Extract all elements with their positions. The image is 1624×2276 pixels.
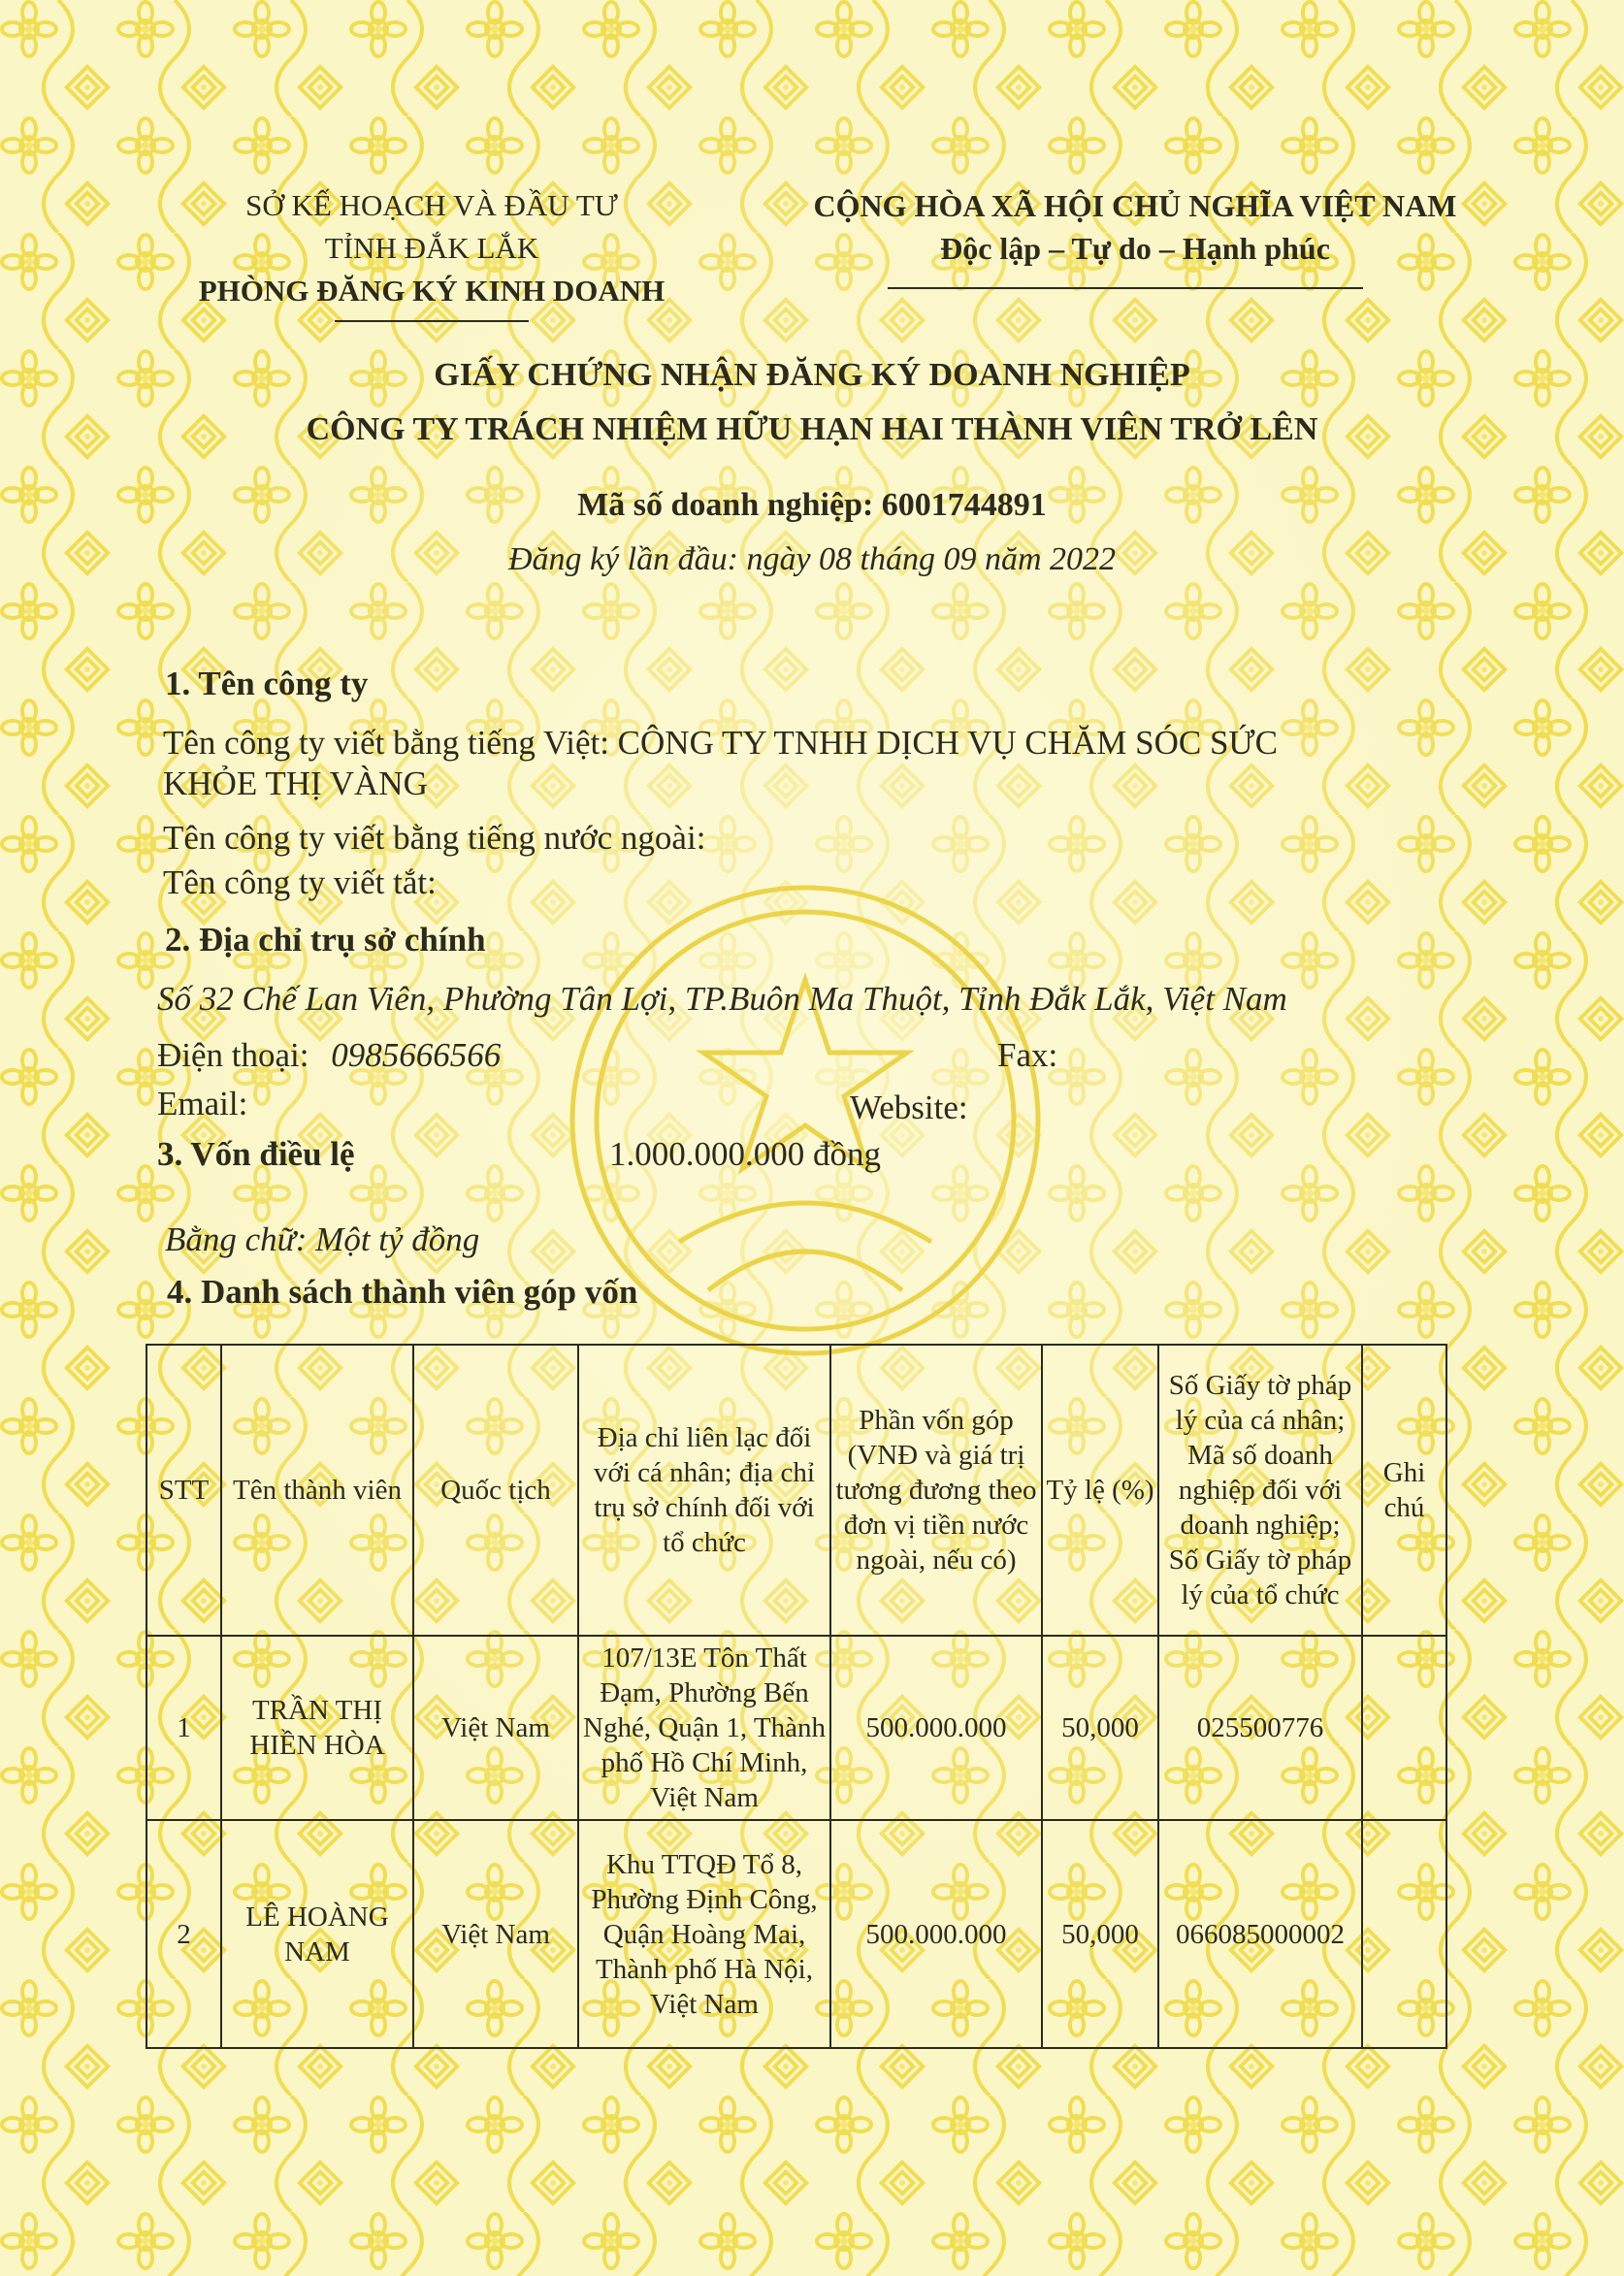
fax-label: Fax:	[997, 1036, 1058, 1074]
table-row	[146, 1820, 1446, 2048]
section-1-heading: 1. Tên công ty	[165, 665, 369, 702]
national-heading	[776, 184, 1494, 270]
column-header-nationality: Quốc tịch	[413, 1345, 578, 1636]
column-header-capital: Phần vốn góp (VNĐ và giá trị tương đương theo đơn vị tiền nước ngoài, nếu có)	[830, 1345, 1042, 1636]
column-header-address: Địa chỉ liên lạc đối với cá nhân; địa chỉ trụ sở chính đối với tổ chức	[578, 1345, 830, 1636]
cell-legal-document: 066085000002	[1158, 1820, 1362, 2048]
cell-nationality: Việt Nam	[413, 1636, 578, 1820]
enterprise-code: Mã số doanh nghiệp: 6001744891	[577, 487, 1047, 523]
cell-ratio: 50,000	[1042, 1820, 1158, 2048]
cell-note	[1362, 1820, 1446, 2048]
vietnamese-name-line-1: CÔNG TY TNHH DỊCH VỤ CHĂM SÓC SỨC	[617, 724, 1278, 762]
column-header-ratio: Tỷ lệ (%)	[1042, 1345, 1158, 1636]
certificate-title: GIẤY CHỨNG NHẬN ĐĂNG KÝ DOANH NGHIỆP	[434, 357, 1190, 393]
cell-capital: 500.000.000	[830, 1636, 1042, 1820]
table-header-row	[146, 1345, 1446, 1636]
phone-value: 0985666566	[331, 1036, 502, 1074]
foreign-name-label: Tên công ty viết bằng tiếng nước ngoài:	[163, 819, 706, 857]
cell-note	[1362, 1636, 1446, 1820]
agency-underline	[335, 320, 529, 322]
cell-address: 107/13E Tôn Thất Đạm, Phường Bến Nghé, Quận 1, Thành phố Hồ Chí Minh, Việt Nam	[578, 1636, 830, 1820]
email-label: Email:	[157, 1085, 248, 1122]
cell-capital: 500.000.000	[830, 1820, 1042, 2048]
first-registration-date: Đăng ký lần đầu: ngày 08 tháng 09 năm 2022	[507, 541, 1117, 577]
vietnamese-name-line-2: KHỎE THỊ VÀNG	[163, 764, 428, 802]
cell-stt: 2	[146, 1820, 221, 2048]
phone-label: Điện thoại:	[157, 1036, 309, 1074]
nation-name: CỘNG HÒA XÃ HỘI CHỦ NGHĨA VIỆT NAM	[813, 188, 1457, 223]
cell-stt: 1	[146, 1636, 221, 1820]
charter-capital-amount: 1.000.000.000 đồng	[609, 1135, 881, 1173]
cell-legal-document: 025500776	[1158, 1636, 1362, 1820]
section-2-heading: 2. Địa chỉ trụ sở chính	[165, 921, 486, 959]
cell-member-name: TRẦN THỊ HIỀN HÒA	[221, 1636, 413, 1820]
column-header-note: Ghi chú	[1362, 1345, 1446, 1636]
vietnamese-name-row	[163, 722, 1453, 764]
section-4-heading: 4. Danh sách thành viên góp vốn	[167, 1273, 638, 1311]
members-table	[146, 1344, 1447, 2049]
agency-line-3: PHÒNG ĐĂNG KÝ KINH DOANH	[198, 274, 666, 308]
section-3-heading: 3. Vốn điều lệ	[157, 1135, 355, 1173]
charter-capital-in-words: Bằng chữ: Một tỷ đồng	[165, 1220, 480, 1258]
table-row	[146, 1636, 1446, 1820]
column-header-legal-document: Số Giấy tờ pháp lý của cá nhân; Mã số doanh nghiệp đối với doanh nghiệp; Số Giấy tờ pháp lý của tổ chức	[1158, 1345, 1362, 1636]
cell-address: Khu TTQĐ Tổ 8, Phường Định Công, Quận Hoàng Mai, Thành phố Hà Nội, Việt Nam	[578, 1820, 830, 2048]
cell-nationality: Việt Nam	[413, 1820, 578, 2048]
vietnamese-name-label: Tên công ty viết bằng tiếng Việt:	[163, 724, 618, 762]
agency-line-2: TỈNH ĐẮK LẮK	[324, 231, 539, 265]
head-office-address: Số 32 Chế Lan Viên, Phường Tân Lợi, TP.Buôn Ma Thuột, Tỉnh Đắk Lắk, Việt Nam	[157, 980, 1287, 1018]
cell-ratio: 50,000	[1042, 1636, 1158, 1820]
issuing-agency	[146, 184, 718, 312]
column-header-member-name: Tên thành viên	[221, 1345, 413, 1636]
cell-member-name: LÊ HOÀNG NAM	[221, 1820, 413, 2048]
motto-underline	[888, 287, 1363, 289]
short-name-label: Tên công ty viết tắt:	[163, 863, 437, 901]
phone-row	[157, 1034, 501, 1077]
company-type: CÔNG TY TRÁCH NHIỆM HỮU HẠN HAI THÀNH VIÊN TRỞ LÊN	[306, 411, 1318, 447]
column-header-stt: STT	[146, 1345, 221, 1636]
website-label: Website:	[850, 1089, 968, 1126]
national-motto: Độc lập – Tự do – Hạnh phúc	[940, 231, 1330, 266]
agency-line-1: SỞ KẾ HOẠCH VÀ ĐẦU TƯ	[245, 188, 618, 222]
